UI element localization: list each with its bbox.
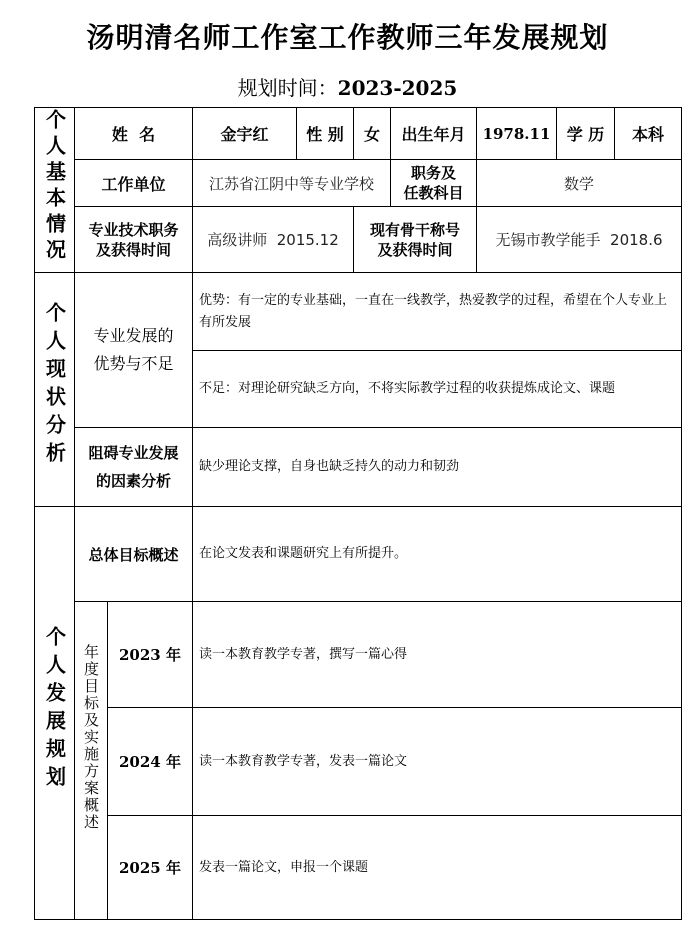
tech-title-label-line2: 及获得时间 bbox=[95, 240, 171, 259]
plan-time-label: 规划时间： bbox=[237, 76, 338, 100]
yearly-goals-label bbox=[75, 602, 108, 920]
birth-label: 出生年月 bbox=[391, 108, 477, 160]
strength-label-line1: 专业发展的 bbox=[93, 326, 174, 345]
section-status-label: 个人现状分析 bbox=[42, 302, 67, 470]
year-2025-text: 发表一篇论文，申报一个课题 bbox=[193, 816, 682, 920]
name-value: 金宇红 bbox=[193, 108, 297, 160]
year-2023-text: 读一本教育教学专著，撰写一篇心得 bbox=[193, 602, 682, 708]
backbone-label bbox=[354, 207, 477, 273]
year-2025-label: 2025 年 bbox=[108, 816, 193, 920]
yearly-goals-text: 年度目标及实施方案概述 bbox=[82, 644, 100, 831]
section-status-analysis bbox=[35, 273, 75, 507]
backbone-label-line1: 现有骨干称号 bbox=[369, 220, 460, 239]
overall-goal-label: 总体目标概述 bbox=[75, 507, 193, 602]
gender-value: 女 bbox=[354, 108, 391, 160]
name-label: 姓 名 bbox=[75, 108, 193, 160]
obstacle-label-line2: 的因素分析 bbox=[95, 472, 171, 490]
page-title: 汤明清名师工作室工作教师三年发展规划 bbox=[86, 21, 609, 54]
overall-goal-text: 在论文发表和课题研究上有所提升。 bbox=[193, 507, 682, 602]
obstacle-label bbox=[75, 428, 193, 507]
work-unit-label: 工作单位 bbox=[75, 160, 193, 207]
education-value: 本科 bbox=[615, 108, 682, 160]
position-label-line2: 任教科目 bbox=[403, 184, 464, 202]
backbone-value: 无锡市教学能手 2018.6 bbox=[477, 207, 682, 273]
weakness-text: 不足：对理论研究缺乏方向，不将实际教学过程的收获提炼成论文、课题 bbox=[193, 351, 682, 428]
position-label bbox=[391, 160, 477, 207]
backbone-label-line2: 及获得时间 bbox=[377, 240, 453, 259]
tech-title-label-line1: 专业技术职务 bbox=[88, 220, 179, 239]
section-basic-label: 个人基本情况 bbox=[42, 108, 67, 265]
birth-value: 1978.11 bbox=[477, 108, 557, 160]
tech-title-value: 高级讲师 2015.12 bbox=[193, 207, 354, 273]
section-plan-label: 个人发展规划 bbox=[42, 625, 67, 794]
year-2023-label: 2023 年 bbox=[108, 602, 193, 708]
section-development-plan bbox=[35, 507, 75, 920]
year-2024-text: 读一本教育教学专著，发表一篇论文 bbox=[193, 708, 682, 816]
education-label: 学 历 bbox=[557, 108, 615, 160]
tech-title-label bbox=[75, 207, 193, 273]
strength-label-line2: 优势与不足 bbox=[93, 354, 174, 373]
obstacle-text: 缺少理论支撑，自身也缺乏持久的动力和韧劲 bbox=[193, 428, 682, 507]
section-basic-info bbox=[35, 108, 75, 273]
position-value: 数学 bbox=[477, 160, 682, 207]
obstacle-label-line1: 阻碍专业发展 bbox=[88, 444, 179, 462]
gender-label: 性 别 bbox=[297, 108, 354, 160]
plan-table bbox=[34, 107, 682, 920]
work-unit-value: 江苏省江阴中等专业学校 bbox=[193, 160, 391, 207]
strength-text: 优势：有一定的专业基础，一直在一线教学，热爱教学的过程，希望在个人专业上有所发展 bbox=[193, 273, 682, 351]
year-2024-label: 2024 年 bbox=[108, 708, 193, 816]
plan-time bbox=[0, 72, 695, 101]
strength-weakness-label bbox=[75, 273, 193, 428]
plan-time-value: 2023-2025 bbox=[337, 76, 458, 100]
position-label-line1: 职务及 bbox=[410, 164, 456, 182]
